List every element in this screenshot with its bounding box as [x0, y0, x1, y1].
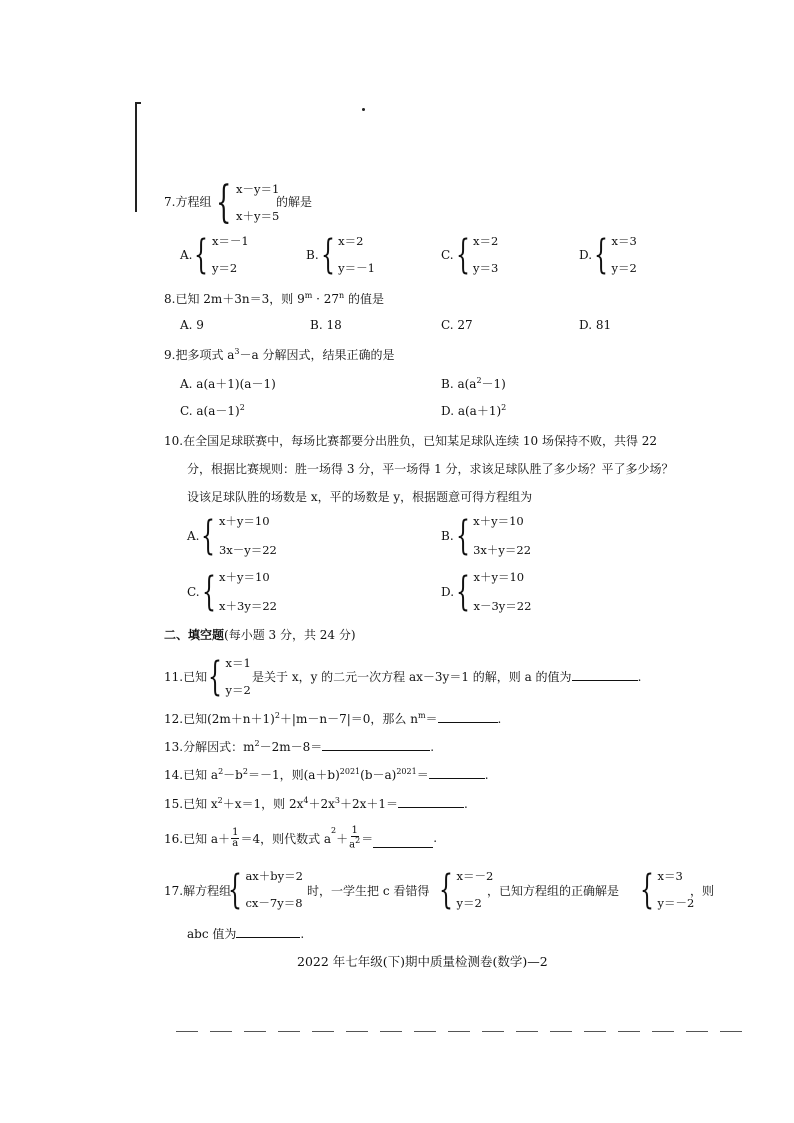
q10-line-1: 10.在全国足球联赛中，每场比赛都要分出胜负，已知某足球队连续 10 场保持不败，共得 22 — [164, 434, 658, 448]
option-label: A. — [187, 529, 200, 543]
text: 12.已知(2m＋n＋1) — [164, 712, 275, 726]
option-label: C. — [187, 585, 200, 599]
eq-line: y＝2 — [456, 895, 482, 910]
eq-line: y＝－1 — [338, 260, 375, 275]
q17-system-3 — [640, 867, 695, 913]
brace: { — [640, 867, 654, 913]
q7-suffix: 的解是 — [276, 195, 313, 209]
exponent: 2 — [218, 767, 224, 776]
scan-left-tick — [135, 102, 141, 104]
numerator: 1 — [232, 826, 239, 838]
section-note: (每小题 3 分，共 24 分) — [224, 628, 356, 642]
brace: { — [455, 513, 470, 559]
brace: { — [216, 177, 232, 228]
brace: { — [456, 569, 471, 615]
exponent: 2021 — [339, 767, 361, 776]
text: ＋x＝1，则 2x — [222, 797, 304, 811]
brace: { — [455, 232, 470, 278]
q16 — [164, 826, 437, 850]
eq-line: x＋y＝10 — [473, 570, 525, 584]
answer-blank[interactable] — [429, 766, 485, 779]
brace: { — [594, 232, 609, 278]
q7-option-d[interactable] — [579, 232, 637, 278]
text: ＋2x — [308, 797, 335, 811]
answer-blank[interactable] — [373, 835, 433, 848]
q8-option-d[interactable]: D. 81 — [579, 318, 612, 332]
q8-option-b[interactable]: B. 18 — [310, 318, 342, 332]
text: ＝4，则代数式 a — [240, 831, 332, 846]
eq-line: x＋y＝5 — [236, 208, 280, 223]
eq-line: x＝3 — [657, 869, 683, 883]
text: －2m－8＝ — [259, 740, 323, 754]
eq-line: y＝2 — [211, 260, 238, 275]
answer-blank[interactable] — [398, 795, 464, 808]
fraction — [349, 826, 360, 850]
q8-stem — [164, 290, 384, 307]
text: ＋|m－n－7|＝0，那么 n — [279, 712, 418, 726]
q10-option-c[interactable] — [187, 569, 277, 615]
q11-pre: 11.已知 — [164, 670, 208, 684]
q14 — [164, 766, 489, 783]
text: . — [433, 831, 438, 846]
eq-line: x＋y＝10 — [218, 514, 270, 528]
brace: { — [194, 232, 209, 278]
eq-line: y＝3 — [473, 260, 499, 275]
text: ＝ — [425, 712, 438, 726]
q17-post: ，则 — [690, 884, 715, 898]
fraction — [231, 828, 239, 849]
q17-mid-2: ，已知方程组的正确解是 — [487, 884, 620, 898]
option-label: C. — [441, 248, 454, 262]
q15 — [164, 795, 468, 812]
q12 — [164, 710, 501, 727]
eq-line: x＝1 — [225, 656, 251, 670]
exponent: m — [304, 291, 313, 300]
eq-line: x＝－1 — [211, 234, 249, 248]
text: 13.分解因式：m — [164, 740, 255, 754]
q8-option-a[interactable]: A. 9 — [180, 318, 204, 332]
q10-line-2: 分，根据比赛规则：胜一场得 3 分，平一场得 1 分，求该足球队胜了多少场？平了多少场？ — [187, 462, 674, 476]
answer-blank[interactable] — [322, 738, 430, 751]
exponent: 2 — [274, 711, 280, 720]
eq-line: 3x－y＝22 — [218, 542, 277, 557]
q17-system-2 — [439, 867, 494, 913]
q9-stem — [164, 346, 395, 363]
option-label: D. — [579, 248, 593, 262]
text: abc 值为 — [187, 927, 237, 941]
eq-line: x＋y＝10 — [473, 514, 524, 528]
q17-line-2 — [187, 925, 304, 942]
answer-blank[interactable] — [438, 710, 498, 723]
option-label: A. — [180, 248, 193, 262]
q8-option-c[interactable]: C. 27 — [441, 318, 473, 332]
eq-line: cx－7y＝8 — [245, 895, 303, 910]
exponent: 2 — [501, 403, 507, 412]
q13 — [164, 738, 434, 755]
q10-option-b[interactable] — [441, 513, 532, 559]
text: . — [300, 927, 305, 941]
exponent: m — [417, 711, 426, 720]
text: ＝－1，则(a＋b) — [247, 768, 340, 782]
text: －1) — [481, 377, 506, 391]
eq-line: y＝2 — [611, 260, 637, 275]
eq-line: x－y＝1 — [236, 182, 280, 196]
exponent: 2 — [355, 836, 361, 845]
text: 15.已知 x — [164, 797, 218, 811]
text: ＋ — [336, 831, 349, 846]
eq-line: x＋y＝10 — [219, 570, 270, 584]
q11-system — [208, 654, 251, 700]
exponent: 4 — [303, 796, 309, 805]
brace: { — [439, 867, 453, 913]
q9-option-b[interactable] — [441, 375, 506, 392]
q7-system — [216, 177, 280, 228]
exponent: 2 — [239, 403, 245, 412]
section-title: 二、填空题 — [164, 628, 225, 642]
q10-option-d[interactable] — [441, 569, 532, 615]
page-footer: 2022 年七年级(下)期中质量检测卷(数学)—2 — [297, 954, 548, 969]
brace: { — [208, 654, 222, 700]
option-label: B. — [306, 248, 319, 262]
text: －a 分解因式，结果正确的是 — [239, 348, 395, 362]
q7-stem: 7.方程组 — [164, 195, 212, 209]
exponent: 2 — [476, 376, 482, 385]
q17-pre: 17.解方程组 — [164, 884, 232, 898]
eq-line: 3x＋y＝22 — [473, 542, 532, 557]
eq-line: x＋3y＝22 — [219, 598, 277, 613]
exponent: 2 — [242, 767, 248, 776]
text: (b－a) — [360, 768, 397, 782]
text: ＝ — [416, 768, 429, 782]
brace: { — [201, 513, 216, 559]
denominator: a — [232, 837, 239, 849]
exponent: 2 — [331, 826, 337, 835]
q9-option-c[interactable] — [180, 402, 245, 419]
text: . — [497, 712, 502, 726]
eq-line: ax＋by＝2 — [245, 869, 303, 883]
text: 14.已知 a — [164, 768, 219, 782]
text: 9.把多项式 a — [164, 348, 235, 362]
option-label: D. — [441, 585, 455, 599]
answer-blank[interactable] — [236, 925, 300, 938]
text: · 27 — [312, 292, 340, 306]
exponent: 3 — [234, 347, 240, 356]
brace: { — [201, 569, 216, 615]
text: 是关于 x，y 的二元一次方程 ax－3y＝1 的解，则 a 的值为 — [252, 670, 572, 684]
eq-line: x－3y＝22 — [473, 598, 532, 613]
text: ＋2x＋1＝ — [339, 797, 399, 811]
exponent: 2 — [254, 739, 260, 748]
exponent: n — [339, 291, 345, 300]
q7-option-b[interactable] — [306, 232, 375, 278]
exponent: 2 — [217, 796, 223, 805]
q7-option-a[interactable] — [180, 232, 249, 278]
text: ＝ — [361, 831, 374, 846]
text: . — [430, 740, 435, 754]
eq-line: x＝3 — [611, 234, 637, 248]
scan-dashed-line — [176, 1031, 742, 1032]
denominator — [349, 837, 360, 850]
text: 8.已知 2m＋3n＝3，则 9 — [164, 292, 305, 306]
q10-option-a[interactable] — [187, 513, 277, 559]
eq-line: y＝2 — [225, 682, 251, 697]
q10-line-3: 设该足球队胜的场数是 x，平的场数是 y，根据题意可得方程组为 — [187, 490, 533, 504]
answer-blank[interactable] — [572, 668, 638, 681]
section-heading — [164, 626, 356, 643]
q17-mid-1: 时，一学生把 c 看错得 — [307, 884, 430, 898]
scan-dot — [362, 108, 365, 111]
text: B. a(a — [441, 377, 477, 391]
option-label: B. — [441, 529, 454, 543]
brace: { — [228, 867, 242, 913]
text: －b — [223, 768, 243, 782]
text: 16.已知 a＋ — [164, 831, 231, 846]
text: . — [637, 670, 642, 684]
brace: { — [320, 232, 335, 278]
eq-line: x＝－2 — [456, 869, 494, 883]
eq-line: x＝2 — [338, 234, 364, 248]
eq-line: x＝2 — [473, 234, 499, 248]
text: . — [464, 797, 468, 811]
numerator: 1 — [351, 825, 358, 836]
exponent: 2021 — [396, 767, 417, 776]
text: C. a(a－1) — [180, 404, 240, 418]
q11-text — [252, 668, 641, 685]
q17-system-1 — [228, 867, 303, 913]
exponent: 3 — [334, 796, 340, 805]
text: . — [484, 768, 489, 782]
text: D. a(a＋1) — [441, 404, 502, 418]
q9-option-d[interactable] — [441, 402, 506, 419]
text: a — [349, 839, 356, 851]
q7-option-c[interactable] — [441, 232, 499, 278]
text: 的值是 — [344, 292, 385, 306]
scan-left-bar — [135, 102, 137, 212]
eq-line: y＝－2 — [657, 895, 695, 910]
q9-option-a[interactable]: A. a(a＋1)(a－1) — [180, 377, 276, 391]
